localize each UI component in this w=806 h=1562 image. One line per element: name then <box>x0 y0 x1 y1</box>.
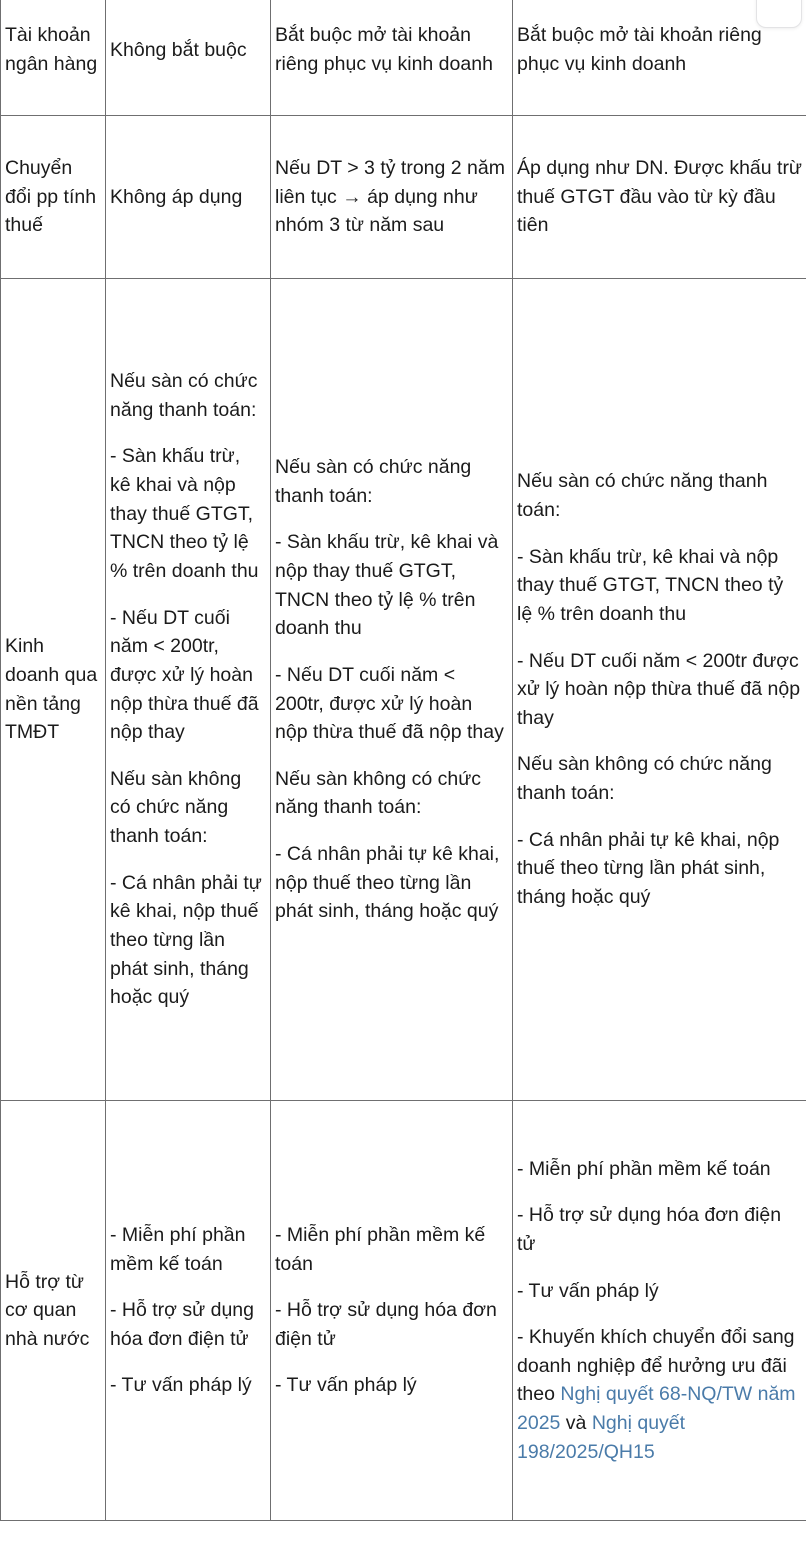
table-row <box>1 279 806 1101</box>
paragraph: - Sàn khấu trừ, kê khai và nộp thay thuế GTGT, TNCN theo tỷ lệ % trên doanh thu <box>275 531 499 640</box>
paragraph: - Nếu DT cuối năm < 200tr được xử lý hoàn nộp thừa thuế đã nộp thay <box>517 649 801 729</box>
paragraph: Nếu sàn không có chức năng thanh toán: <box>275 767 482 819</box>
paragraph: Nếu sàn có chức năng thanh toán: <box>517 470 768 521</box>
paragraph: - Miễn phí phần mềm kế toán <box>110 1223 246 1275</box>
paragraph: - Hỗ trợ sử dụng hóa đơn điện tử <box>517 1204 782 1255</box>
corner-overlay-chip <box>756 0 802 28</box>
support-incentive-prefix: - Khuyến khích chuyển đổi sang doanh nghiệp để hưởng ưu đãi theo <box>517 1326 795 1406</box>
paragraph: - Cá nhân phải tự kê khai, nộp thuế theo từng lần phát sinh, tháng hoặc quý <box>517 828 780 909</box>
link-nghi-quyet-198[interactable]: Nghị quyết 198/2025/QH15 <box>517 1412 686 1463</box>
paragraph: - Cá nhân phải tự kê khai, nộp thuế theo từng lần phát sinh, tháng hoặc quý <box>110 871 262 1009</box>
table-row <box>1 1101 806 1521</box>
paragraph: - Tư vấn pháp lý <box>110 1374 252 1397</box>
cell-bank-account-group2: Bắt buộc mở tài khoản riêng phục vụ kinh doanh <box>271 0 513 116</box>
cell-ecommerce-group1 <box>106 279 271 1101</box>
row-label-ecommerce-business: Kinh doanh qua nền tảng TMĐT <box>1 279 106 1101</box>
paragraph: - Miễn phí phần mềm kế toán <box>517 1157 771 1180</box>
paragraph-with-links <box>517 1323 802 1466</box>
cell-ecommerce-group3 <box>513 279 806 1101</box>
row-label-tax-method-change: Chuyển đổi pp tính thuế <box>1 116 106 279</box>
paragraph: Nếu sàn có chức năng thanh toán: <box>275 455 472 507</box>
paragraph: - Miễn phí phần mềm kế toán <box>275 1223 486 1275</box>
paragraph: - Sàn khấu trừ, kê khai và nộp thay thuế GTGT, TNCN theo tỷ lệ % trên doanh thu <box>110 445 259 582</box>
paragraph: - Hỗ trợ sử dụng hóa đơn điện tử <box>275 1299 497 1350</box>
cell-tax-method-group1: Không áp dụng <box>106 116 271 279</box>
table-row <box>1 116 806 279</box>
table-row <box>1 0 806 116</box>
paragraph: - Tư vấn pháp lý <box>275 1374 417 1397</box>
cell-support-group1 <box>106 1101 271 1521</box>
cell-ecommerce-group2 <box>271 279 513 1101</box>
paragraph: - Nếu DT cuối năm < 200tr, được xử lý hoàn nộp thừa thuế đã nộp thay <box>275 663 504 744</box>
paragraph: - Hỗ trợ sử dụng hóa đơn điện tử <box>110 1299 254 1350</box>
cell-support-group3 <box>513 1101 806 1521</box>
link-nghi-quyet-68[interactable]: Nghị quyết 68-NQ/TW năm 2025 <box>517 1383 796 1435</box>
paragraph: Nếu sàn không có chức năng thanh toán: <box>110 767 242 848</box>
cell-bank-account-group3: Bắt buộc mở tài khoản riêng phục vụ kinh doanh <box>513 0 806 116</box>
paragraph: Nếu sàn có chức năng thanh toán: <box>110 369 258 421</box>
cell-tax-method-group2: Nếu DT > 3 tỷ trong 2 năm liên tục → áp dụng như nhóm 3 từ năm sau <box>271 116 513 279</box>
paragraph: - Sàn khấu trừ, kê khai và nộp thay thuế GTGT, TNCN theo tỷ lệ % trên doanh thu <box>517 545 784 625</box>
cell-bank-account-group1: Không bắt buộc <box>106 0 271 116</box>
paragraph: Nếu sàn không có chức năng thanh toán: <box>517 753 772 805</box>
cell-tax-method-group3: Áp dụng như DN. Được khấu trừ thuế GTGT đầu vào từ kỳ đầu tiên <box>513 116 806 279</box>
paragraph: - Cá nhân phải tự kê khai, nộp thuế theo từng lần phát sinh, tháng hoặc quý <box>275 843 500 923</box>
row-label-state-support: Hỗ trợ từ cơ quan nhà nước <box>1 1101 106 1521</box>
support-incentive-middle: và <box>560 1412 592 1435</box>
row-label-bank-account: Tài khoản ngân hàng <box>1 0 106 116</box>
paragraph: - Tư vấn pháp lý <box>517 1279 659 1302</box>
cell-support-group2 <box>271 1101 513 1521</box>
paragraph: - Nếu DT cuối năm < 200tr, được xử lý hoàn nộp thừa thuế đã nộp thay <box>110 606 259 744</box>
